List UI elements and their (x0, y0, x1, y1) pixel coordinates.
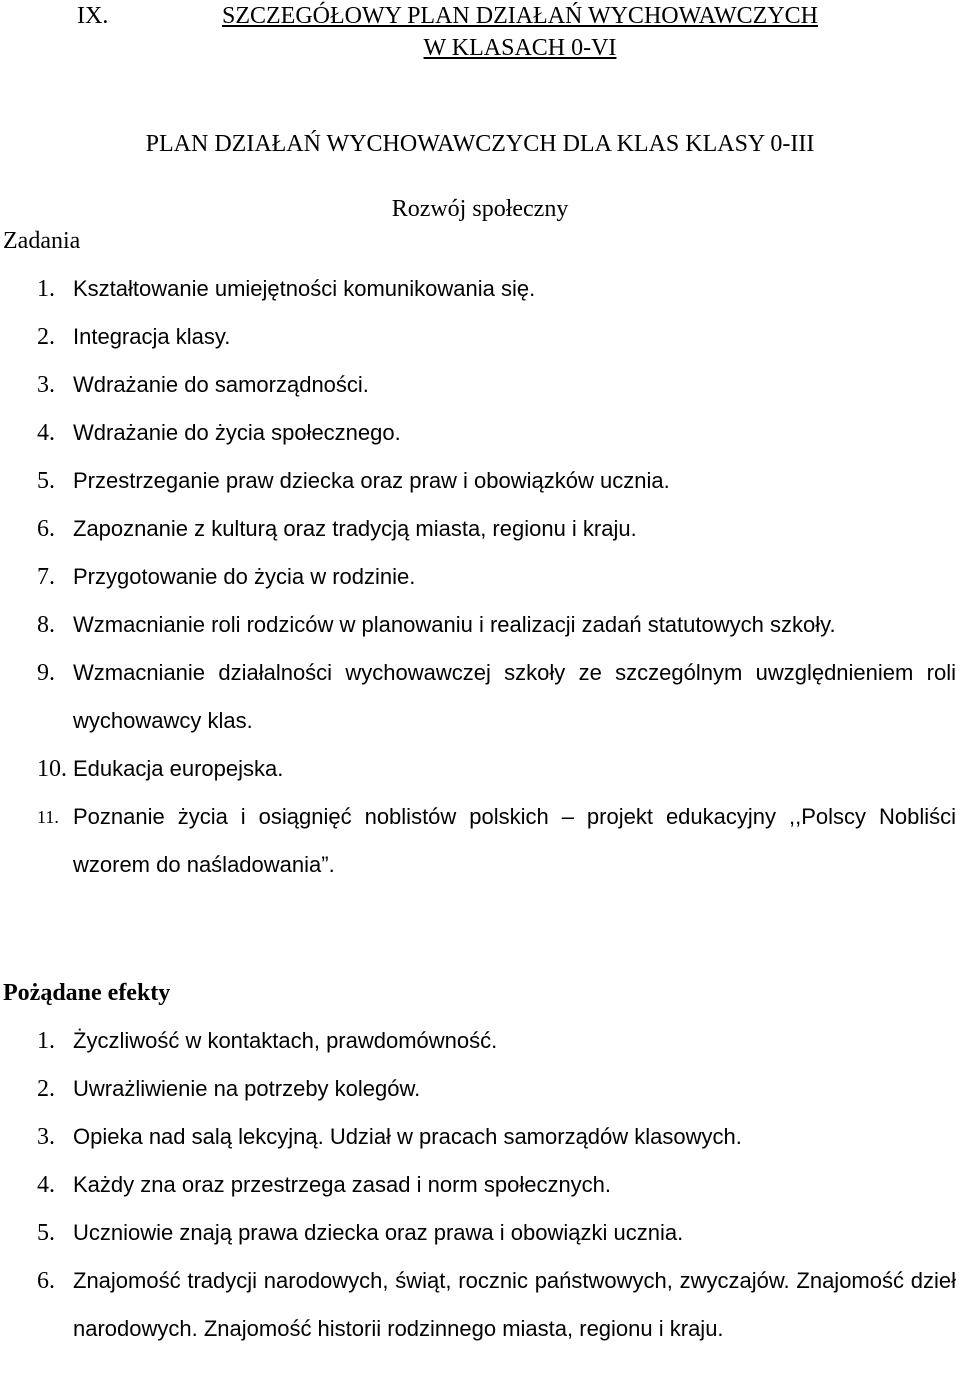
list-item (0, 1209, 960, 1257)
item-text: Kształtowanie umiejętności komunikowania się. (73, 276, 536, 301)
item-number: 3. (37, 1124, 55, 1150)
chapter-title-line-1: SZCZEGÓŁOWY PLAN DZIAŁAŃ WYCHOWAWCZYCH (221, 3, 818, 29)
item-number: 9. (37, 660, 55, 686)
list-item (0, 745, 960, 793)
item-number: 5. (37, 1220, 55, 1246)
item-text: Uwrażliwienie na potrzeby kolegów. (73, 1076, 421, 1101)
effects-list (0, 1017, 960, 1353)
tasks-list (0, 265, 960, 889)
item-text: Wzmacnianie roli rodziców w planowaniu i realizacji zadań statutowych szkoły. (73, 612, 836, 637)
area-title (0, 193, 960, 225)
item-number: 4. (37, 420, 55, 446)
list-item (0, 649, 960, 745)
item-text: Uczniowie znają prawa dziecka oraz prawa i obowiązki ucznia. (73, 1220, 684, 1245)
list-item (0, 553, 960, 601)
item-text: Zapoznanie z kulturą oraz tradycją miasta, regionu i kraju. (73, 516, 637, 541)
item-number: 11. (37, 807, 59, 827)
item-number: 3. (37, 372, 55, 398)
list-item (0, 313, 960, 361)
item-number: 4. (37, 1172, 55, 1198)
item-text: Każdy zna oraz przestrzega zasad i norm społecznych. (73, 1172, 612, 1197)
list-item (0, 793, 960, 889)
item-text: Życzliwość w kontaktach, prawdomówność. (73, 1028, 498, 1053)
item-number: 1. (37, 276, 55, 302)
item-number: 8. (37, 612, 55, 638)
item-number: 6. (37, 516, 55, 542)
list-item (0, 265, 960, 313)
list-item (0, 457, 960, 505)
item-number: 5. (37, 468, 55, 494)
item-number: 10. (37, 756, 67, 782)
plan-title: PLAN DZIAŁAŃ WYCHOWAWCZYCH DLA KLAS KLASY 0-III (145, 131, 815, 157)
list-item (0, 1017, 960, 1065)
item-number: 2. (37, 1076, 55, 1102)
item-text: Znajomość tradycji narodowych, świąt, rocznic państwowych, zwyczajów. Znajomość dzieł narodowych. Znajomość historii rodzinnego miasta, regionu i kraju. (73, 1268, 956, 1341)
item-number: 7. (37, 564, 55, 590)
list-item (0, 1113, 960, 1161)
item-number: 6. (37, 1268, 55, 1294)
item-text: Wdrażanie do samorządności. (73, 372, 369, 397)
item-text: Wdrażanie do życia społecznego. (73, 420, 401, 445)
list-item (0, 409, 960, 457)
list-item (0, 1065, 960, 1113)
item-text: Przestrzeganie praw dziecka oraz praw i obowiązków ucznia. (73, 468, 670, 493)
list-item (0, 1161, 960, 1209)
list-item (0, 505, 960, 553)
chapter-title-line-2: W KLASACH 0-VI (423, 35, 617, 61)
list-item (0, 361, 960, 409)
item-text: Przygotowanie do życia w rodzinie. (73, 564, 416, 589)
item-text: Integracja klasy. (73, 324, 231, 349)
chapter-number: IX. (77, 3, 109, 29)
item-text: Poznanie życia i osiągnięć noblistów polskich – projekt edukacyjny ,,Polscy Nobliści wzorem do naśladowania”. (73, 804, 956, 877)
item-text: Opieka nad salą lekcyjną. Udział w pracach samorządów klasowych. (73, 1124, 742, 1149)
list-item (0, 1257, 960, 1353)
item-number: 2. (37, 324, 55, 350)
area-title-text: Rozwój społeczny (391, 196, 569, 222)
item-number: 1. (37, 1028, 55, 1054)
effects-label: Pożądane efekty (3, 980, 171, 1006)
tasks-label: Zadania (3, 228, 81, 254)
item-text: Wzmacnianie działalności wychowawczej szkoły ze szczególnym uwzględnieniem roli wychowawcy klas. (73, 660, 956, 733)
list-item (0, 601, 960, 649)
item-text: Edukacja europejska. (73, 756, 284, 781)
